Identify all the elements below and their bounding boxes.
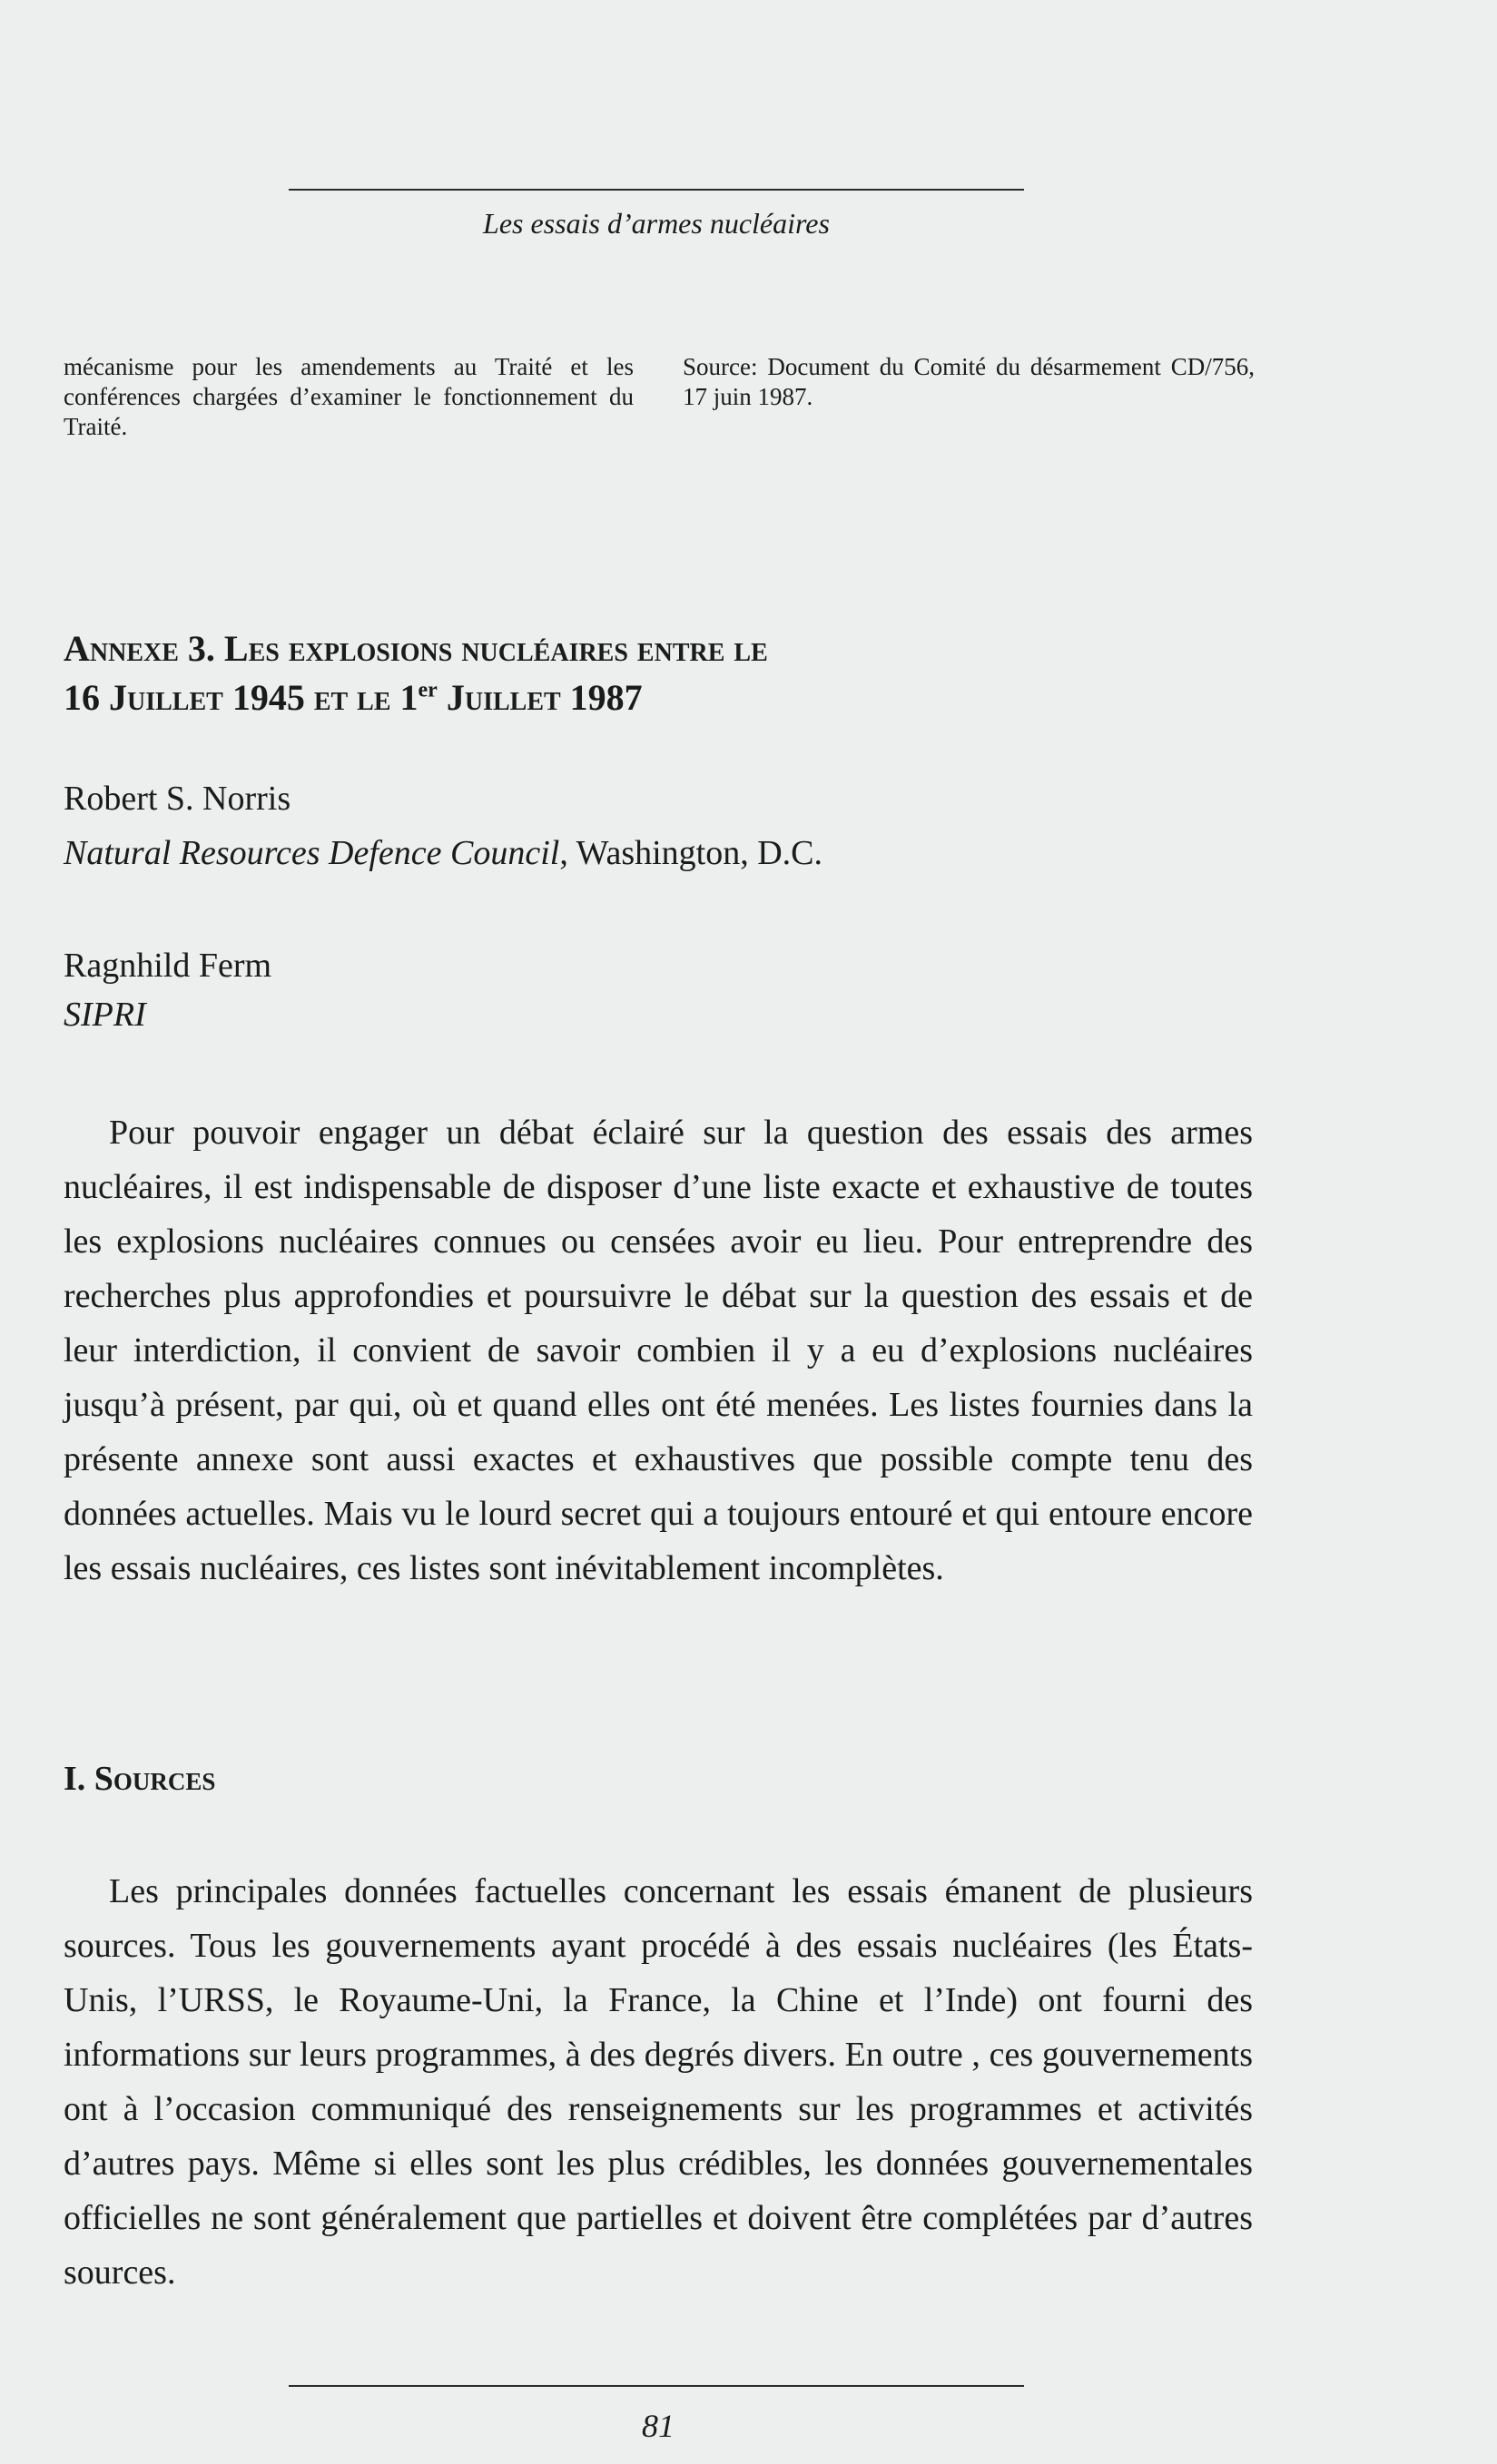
section-heading: I. Sources bbox=[64, 1760, 216, 1798]
running-head: Les essais d’armes nucléaires bbox=[483, 207, 830, 240]
author-name: Robert S. Norris bbox=[64, 780, 291, 818]
annex-title-superscript: er bbox=[418, 678, 438, 702]
previous-text-source-note: Source: Document du Comité du désarmement CD/756, 17 juin 1987. bbox=[683, 353, 1255, 410]
header-rule bbox=[289, 189, 1024, 191]
previous-text-left-column: mécanisme pour les amendements au Traité et les conférences chargées d’examiner le fonctionnement du Traité. bbox=[64, 353, 634, 440]
annex-title-line2b: Juillet 1987 bbox=[437, 677, 643, 718]
affiliation-organization: Natural Resources Defence Council bbox=[64, 834, 560, 872]
annex-title-line2a: 16 Juillet 1945 et le 1 bbox=[64, 677, 419, 718]
annex-title bbox=[64, 624, 1244, 722]
page-number: 81 bbox=[642, 2408, 675, 2444]
author-affiliation bbox=[64, 833, 822, 873]
affiliation-location: , Washington, D.C. bbox=[559, 834, 823, 872]
footer-rule bbox=[289, 2385, 1024, 2387]
annex-label: Annexe 3. bbox=[64, 628, 215, 669]
intro-paragraph: Pour pouvoir engager un débat éclairé sur la question des essais des armes nucléaires, il est indispensable de disposer d’une liste exacte et exhaustive de toutes les explosions nucléaires connues ou censées avoir eu lieu. Pour entreprendre des recherches plus approfondies et poursuivre le débat sur la question des essais et de leur interdiction, il convient de savoir combien il y a eu d’explosions nucléaires jusqu’à présent, par qui, où et quand elles ont été menées. Les listes fournies dans la présente annexe sont aussi exactes et exhaustives que possible compte tenu des données actuelles. Mais vu le lourd secret qui a toujours entouré et qui entoure encore les essais nucléaires, ces listes sont inévitablement incomplètes. bbox=[64, 1114, 1253, 1587]
author-affiliation: SIPRI bbox=[64, 996, 146, 1034]
sources-paragraph: Les principales données factuelles concernant les essais émanent de plusieurs sources. Tous les gouvernements ayant procédé à des essais nucléaires (les États-Unis, l’URSS, le Royaume-Uni, la France, la Chine et l’Inde) ont fourni des informations sur leurs programmes, à des degrés divers. En outre , ces gouvernements ont à l’occasion communiqué des renseignements sur les programmes et activités d’autres pays. Même si elles sont les plus crédibles, les données gouvernementales officielles ne sont généralement que partielles et doivent être complétées par d’autres sources. bbox=[64, 1872, 1253, 2292]
annex-title-part1: Les explosions nucléaires entre le bbox=[223, 628, 768, 669]
author-name: Ragnhild Ferm bbox=[64, 947, 272, 985]
